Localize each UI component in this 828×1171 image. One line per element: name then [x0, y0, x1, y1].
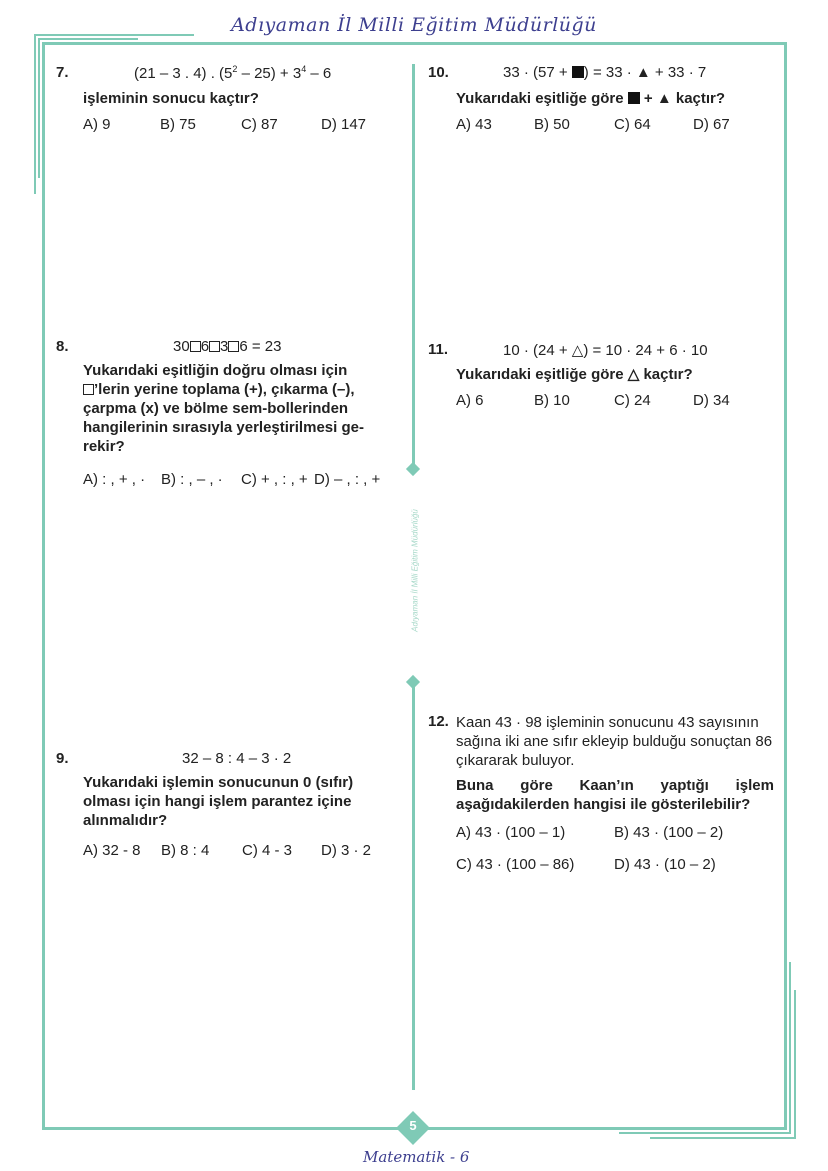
option-b[interactable]: B) 43 · (100 – 2) — [614, 824, 724, 841]
q12-question: Buna göre Kaan’ın yaptığı işlem aşağıdakilerden hangisi ile gösterilebilir? — [456, 777, 774, 813]
option-c[interactable]: C) 24 — [614, 392, 651, 409]
q8-options — [83, 470, 380, 489]
q11-options — [456, 391, 730, 410]
option-c[interactable]: C) 4 - 3 — [242, 842, 293, 859]
frame-top — [42, 42, 787, 45]
option-a[interactable]: A) 6 — [456, 392, 484, 409]
watermark-text: Adıyaman İl Milli Eğitim Müdürlüğü — [410, 509, 420, 632]
q12-options — [456, 855, 716, 874]
question-number: 8. — [56, 338, 69, 355]
option-d[interactable]: D) 67 — [693, 116, 730, 133]
option-b[interactable]: B) : , – , · — [161, 471, 223, 488]
deco-line — [34, 34, 194, 36]
question-number: 10. — [428, 64, 449, 81]
question-number: 12. — [428, 713, 449, 730]
option-d[interactable]: D) – , : , + — [314, 471, 381, 488]
column-divider — [412, 682, 415, 1090]
option-d[interactable]: D) 3 · 2 — [321, 842, 372, 859]
option-c[interactable]: C) 64 — [614, 116, 651, 133]
option-a[interactable]: A) : , + , · — [83, 471, 146, 488]
q12-text: Kaan 43 · 98 işleminin sonucunu 43 sayısının sağına iki ane sıfır ekleyip bulduğu sonuçtan 86 çıkararak buluyor. — [456, 714, 773, 769]
deco-line — [619, 1132, 791, 1134]
deco-line — [34, 34, 36, 194]
question-number: 9. — [56, 750, 69, 767]
option-b[interactable]: B) 10 — [534, 392, 570, 409]
option-c[interactable]: C) 87 — [241, 116, 278, 133]
option-d[interactable]: D) 34 — [693, 392, 730, 409]
option-b[interactable]: B) 8 : 4 — [161, 842, 210, 859]
q12-options — [456, 823, 723, 842]
divider-diamond — [406, 462, 420, 476]
footer-subject: Matematik - 6 — [363, 1148, 470, 1166]
q11-expression: 10 · (24 + △) = 10 · 24 + 6 · 10 — [503, 342, 708, 359]
option-d[interactable]: D) 147 — [321, 116, 367, 133]
q10-question: Yukarıdaki eşitliğe göre + ▲ kaçtır? — [456, 90, 726, 107]
q11-question: Yukarıdaki eşitliğe göre △ kaçtır? — [456, 366, 693, 383]
q9-expression: 32 – 8 : 4 – 3 · 2 — [182, 750, 292, 767]
question-number: 11. — [428, 341, 449, 358]
deco-line — [794, 990, 796, 1138]
option-a[interactable]: A) 9 — [83, 116, 111, 133]
column-divider — [412, 64, 415, 468]
q10-expression: 33 · (57 + ) = 33 · ▲ + 33 · 7 — [503, 64, 707, 81]
option-c[interactable]: C) + , : , + — [241, 471, 308, 488]
option-d[interactable]: D) 43 · (10 – 2) — [614, 856, 716, 873]
q9-question: Yukarıdaki işlemin sonucunun 0 (sıfır) olması için hangi işlem parantez içine alınmalıdır? — [83, 774, 354, 829]
q8-question: Yukarıdaki eşitliğin doğru olması için ’lerin yerine toplama (+), çıkarma (–), çarpma (x) ve bölme sem-bollerinden hangilerinin sırasıyla yerleştirilmesi ge-rekir? — [83, 362, 364, 455]
deco-line — [38, 38, 40, 178]
option-a[interactable]: A) 43 — [456, 116, 492, 133]
frame-left — [42, 42, 45, 1130]
q7-question: işleminin sonucu kaçtır? — [83, 90, 259, 107]
q9-options — [83, 841, 371, 860]
option-b[interactable]: B) 75 — [160, 116, 196, 133]
page-header-title: Adıyaman İl Milli Eğitim Müdürlüğü — [231, 14, 597, 36]
page-number: 5 — [409, 1118, 417, 1133]
q8-expression: 30 6 3 6 = 23 — [173, 338, 282, 355]
option-a[interactable]: A) 32 - 8 — [83, 842, 141, 859]
deco-line — [38, 38, 138, 40]
option-a[interactable]: A) 43 · (100 – 1) — [456, 824, 566, 841]
q7-expression: (21 – 3 . 4) . $(5^2 - 25) + 3^4 - 6$ — [134, 64, 332, 82]
deco-line — [789, 962, 791, 1134]
option-b[interactable]: B) 50 — [534, 116, 570, 133]
deco-line — [650, 1137, 796, 1139]
option-c[interactable]: C) 43 · (100 – 86) — [456, 856, 575, 873]
q7-options — [83, 115, 366, 134]
q10-options — [456, 115, 730, 134]
frame-right — [784, 42, 787, 1130]
question-number: 7. — [56, 64, 69, 81]
